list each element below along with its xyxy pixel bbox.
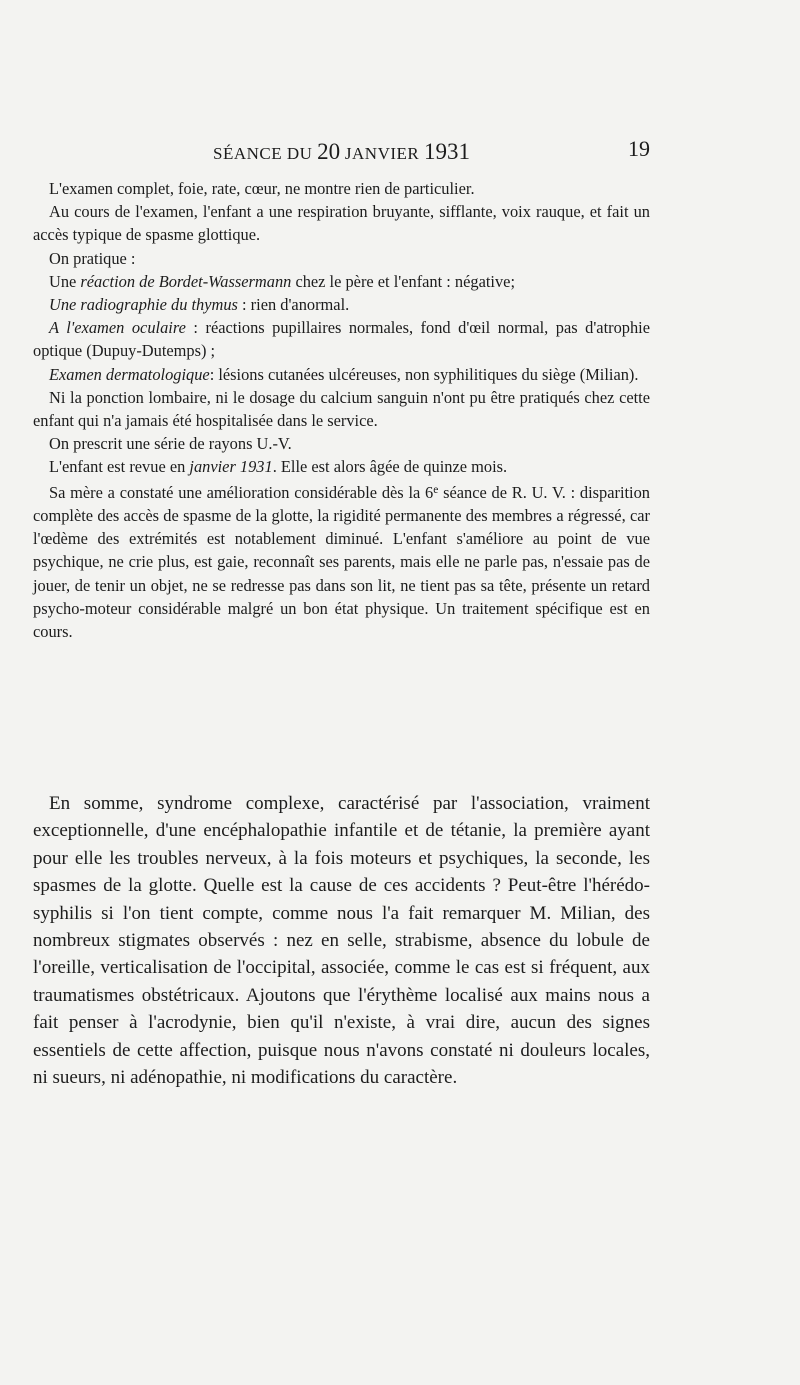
bw-pre: Une xyxy=(49,271,81,291)
page-number: 19 xyxy=(628,136,650,161)
paragraph-janvier-1931 xyxy=(33,455,650,478)
paragraph-examen-oculaire xyxy=(33,316,650,362)
paragraph-respiration: Au cours de l'examen, l'enfant a une respiration bruyante, sifflante, voix rauque, et fait un accès typique de spasme glottique. xyxy=(33,202,650,245)
amelioration-post: séance de R. U. V. : disparition complète des accès de spasme de la glotte, la rigidité permanente des membres a régressé, car l'œdème des extrémités est notablement diminué. L'enfant s'améliore au point de vue psychique, ne crie plus, est gaie, reconnaît ses parents, mais elle ne parle pas, n'essaie pas de jouer, de tenir un objet, ne se redresse pas dans son lit, ne tient pas sa tête, présente un retard psycho-moteur considérable malgré un bon état physique. Un traitement spécifique est en cours. xyxy=(33,482,650,642)
amelioration-pre: Sa mère a constaté une amélioration considérable dès la 6 xyxy=(49,482,434,502)
paragraph-rayons-uv: On prescrit une série de rayons U.-V. xyxy=(49,434,292,454)
conclusion-text xyxy=(33,790,650,1091)
dermato-italic: Examen dermatologique xyxy=(49,364,210,384)
page-header xyxy=(33,133,650,167)
oculaire-post: : réactions pupillaires normales, fond d'œil normal, pas d'atrophie optique (Dupuy-Dutemps) ; xyxy=(33,318,650,361)
paragraph-on-pratique: On pratique : xyxy=(49,248,136,268)
paragraph-en-somme: En somme, syndrome complexe, caractérisé par l'association, vraiment exceptionnelle, d'une encéphalopathie infantile et de tétanie, la première ayant pour elle les troubles nerveux, à la fois moteurs et psychiques, la seconde, les spasmes de la glotte. Quelle est la cause de ces accidents ? Peut-être l'hérédo-syphilis si l'on tient compte, comme nous l'a fait remarquer M. Milian, des nombreux stigmates observés : nez en selle, strabisme, absence du lobule de l'oreille, verticalisation de l'occipital, associée, comme le cas est si fréquent, aux traumatismes obstétricaux. Ajoutons que l'érythème localisé aux mains nous a fait penser à l'acrodynie, bien qu'il n'existe, à vrai dire, aucun des signes essentiels de cette affection, puisque nous n'avons constaté ni douleurs locales, ni sueurs, ni adénopathie, ni modifications du caractère. xyxy=(33,793,650,1089)
paragraph-radiographie xyxy=(33,293,650,316)
bw-italic: réaction de Bordet-Wassermann xyxy=(80,271,292,291)
paragraph-amelioration xyxy=(33,479,650,644)
dermato-post: : lésions cutanées ulcéreuses, non syphilitiques du siège (Milian). xyxy=(209,364,639,384)
janvier-post: . Elle est alors âgée de quinze mois. xyxy=(272,457,508,477)
paragraph-ponction-lombaire: Ni la ponction lombaire, ni le dosage du calcium sanguin n'ont pu être pratiqués chez cette enfant qui n'a jamais été hospitalisée dans le service. xyxy=(33,387,650,431)
running-title-part-2: JANVIER xyxy=(340,144,424,163)
radio-italic: Une radiographie du thymus xyxy=(49,295,238,315)
janvier-italic: janvier 1931 xyxy=(189,457,273,477)
running-title-day: 20 xyxy=(317,139,341,164)
running-title-part-1: SÉANCE DU xyxy=(212,144,318,163)
case-report-text xyxy=(33,177,650,643)
superscript-e: e xyxy=(433,483,439,496)
running-title-year: 1931 xyxy=(424,139,470,164)
janvier-pre: L'enfant est revue en xyxy=(49,457,190,477)
paragraph-examen-dermatologique xyxy=(33,363,650,386)
oculaire-italic: A l'examen oculaire xyxy=(49,318,186,338)
running-title xyxy=(33,139,650,165)
radio-post: : rien d'anormal. xyxy=(237,295,350,315)
bw-post: chez le père et l'enfant : négative; xyxy=(291,271,515,291)
paragraph-examination: L'examen complet, foie, rate, cœur, ne montre rien de particulier. xyxy=(49,179,475,198)
paragraph-bordet-wassermann xyxy=(33,270,650,293)
